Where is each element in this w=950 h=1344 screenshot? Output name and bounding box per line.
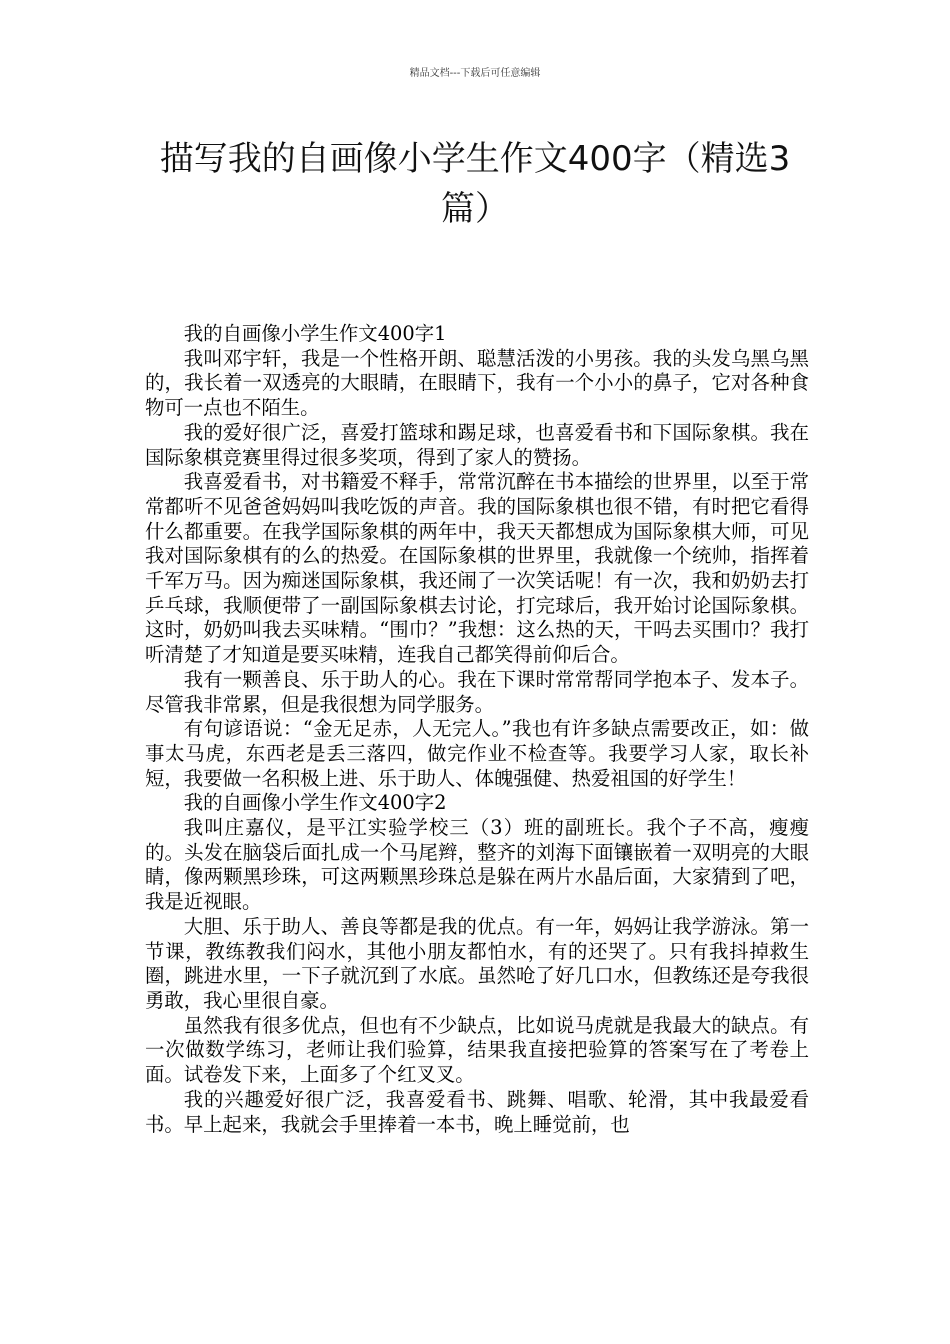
paragraph: 大胆、乐于助人、善良等都是我的优点。有一年，妈妈让我学游泳。第一节课，教练教我们闷水，其他小朋友都怕水，有的还哭了。只有我抖掉救生圈，跳进水里，一下子就沉到了水底。虽然呛了好几口水，但教练还是夸我很勇敢，我心里很自豪。 — [145, 914, 809, 1012]
paragraph: 我有一颗善良、乐于助人的心。我在下课时常常帮同学抱本子、发本子。尽管我非常累，但是我很想为同学服务。 — [145, 667, 809, 716]
document-title: 描写我的自画像小学生作文400字（精选3篇） — [159, 139, 791, 229]
paragraph: 我喜爱看书，对书籍爱不释手，常常沉醉在书本描绘的世界里，以至于常常都听不见爸爸妈妈叫我吃饭的声音。我的国际象棋也很不错，有时把它看得什么都重要。在我学国际象棋的两年中，我天天都想成为国际象棋大师，可见我对国际象棋有的么的热爱。在国际象棋的世界里，我就像一个统帅，指挥着千军万马。因为痴迷国际象棋，我还闹了一次笑话呢！有一次，我和奶奶去打乒乓球，我顺便带了一副国际象棋去讨论，打完球后，我开始讨论国际象棋。这时，奶奶叫我去买味精。“围巾？”我想：这么热的天，干吗去买围巾？我打听清楚了才知道是要买味精，连我自己都笑得前仰后合。 — [145, 470, 809, 667]
paragraph: 我叫庄嘉仪，是平江实验学校三（3）班的副班长。我个子不高，瘦瘦的。头发在脑袋后面扎成一个马尾辫，整齐的刘海下面镶嵌着一双明亮的大眼睛，像两颗黑珍珠，可这两颗黑珍珠总是躲在两片水晶后面，大家猜到了吧，我是近视眼。 — [145, 816, 809, 914]
paragraph: 我的爱好很广泛，喜爱打篮球和踢足球，也喜爱看书和下国际象棋。我在国际象棋竞赛里得过很多奖项，得到了家人的赞扬。 — [145, 420, 809, 469]
page-header-note: 精品文档---下载后可任意编辑 — [409, 68, 541, 79]
document-body — [145, 322, 809, 1137]
paragraph: 虽然我有很多优点，但也有不少缺点，比如说马虎就是我最大的缺点。有一次做数学练习，老师让我们验算，结果我直接把验算的答案写在了考卷上面。试卷发下来，上面多了个红叉叉。 — [145, 1013, 809, 1087]
essay-1-heading: 我的自画像小学生作文400字1 — [183, 322, 447, 345]
paragraph: 有句谚语说：“金无足赤，人无完人。”我也有许多缺点需要改正，如：做事太马虎，东西老是丢三落四，做完作业不检查等。我要学习人家，取长补短，我要做一名积极上进、乐于助人、体魄强健、热爱祖国的好学生！ — [145, 717, 809, 790]
paragraph: 我叫邓宇轩，我是一个性格开朗、聪慧活泼的小男孩。我的头发乌黑乌黑的，我长着一双透亮的大眼睛，在眼睛下，我有一个小小的鼻子，它对各种食物可一点也不陌生。 — [145, 346, 809, 420]
essay-2-heading: 我的自画像小学生作文400字2 — [183, 791, 447, 815]
paragraph: 我的兴趣爱好很广泛，我喜爱看书、跳舞、唱歌、轮滑，其中我最爱看书。早上起来，我就会手里捧着一本书，晚上睡觉前，也 — [145, 1087, 809, 1136]
